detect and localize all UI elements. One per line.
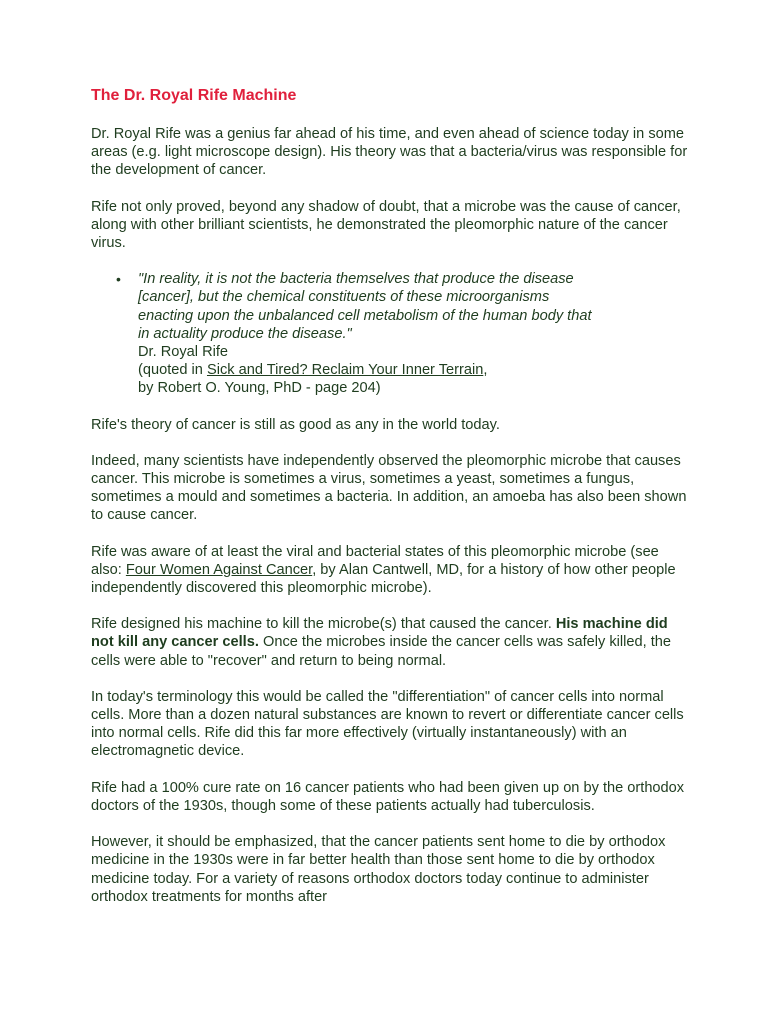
quote-line: in actuality produce the disease." [138, 325, 352, 342]
paragraph-theory: Rife's theory of cancer is still as good as any in the world today. [91, 416, 500, 433]
text-fragment: Rife was aware of at least the viral and bacterial states of this pleomorphic microbe (see also: [91, 543, 659, 578]
paragraph-pleomorphic: Indeed, many scientists have independently observed the pleomorphic microbe that causes cancer. This microbe is sometimes a virus, sometimes a yeast, sometimes a fungus, sometimes a mould and sometimes a bacteria. In addition, an amoeba has also been shown to cause cancer. [91, 452, 687, 524]
quote-byline: by Robert O. Young, PhD - page 204) [138, 380, 381, 397]
paragraph-viral-states [91, 543, 691, 598]
quote-source-suffix: , [483, 362, 488, 379]
text-fragment: , by Alan Cantwell, MD, for a history of how other people independently discovered this pleomorphic microbe). [91, 561, 676, 597]
quote-list [91, 270, 691, 397]
paragraph-machine [91, 615, 691, 670]
page-title: The Dr. Royal Rife Machine [91, 87, 297, 104]
bullet-icon: • [116, 271, 121, 288]
quote-source-prefix: (quoted in [138, 362, 207, 379]
paragraph-intro: Dr. Royal Rife was a genius far ahead of his time, and even ahead of science today in some areas (e.g. light microscope design). His theory was that a bacteria/virus was responsible for the development of cancer. [91, 126, 688, 179]
quote-text [138, 271, 592, 342]
quote-source [138, 362, 487, 378]
paragraph-emphasis: However, it should be emphasized, that the cancer patients sent home to die by orthodox medicine in the 1930s were in far better health than those sent home to die by orthodox medicine today. For a variety of reasons orthodox doctors today continue to administer orthodox treatments for months after [91, 834, 666, 905]
bold-statement: His machine did not kill any cancer cells. [91, 616, 668, 651]
quote-line: enacting upon the unbalanced cell metabolism of the human body that [138, 307, 592, 324]
text-fragment: Rife designed his machine to kill the microbe(s) that caused the cancer. [91, 616, 556, 633]
text-fragment: Once the microbes inside the cancer cells was safely killed, the cells were able to "recover" and return to being normal. [91, 634, 671, 669]
paragraph-cure-rate: Rife had a 100% cure rate on 16 cancer patients who had been given up on by the orthodox doctors of the 1930s, though some of these patients actually had tuberculosis. [91, 779, 685, 814]
quote-author: Dr. Royal Rife [138, 344, 229, 361]
book-link-sick-and-tired[interactable]: Sick and Tired? Reclaim Your Inner Terrain [206, 362, 484, 379]
quote-list-item [116, 270, 691, 397]
paragraph-differentiation: In today's terminology this would be called the "differentiation" of cancer cells into normal cells. More than a dozen natural substances are known to revert or differentiate cancer cells into normal cells. Rife did this far more effectively (virtually instantaneously) with an electromagnetic device. [91, 688, 684, 760]
book-link-four-women[interactable]: Four Women Against Cancer [125, 561, 313, 578]
paragraph-microbe-proof: Rife not only proved, beyond any shadow of doubt, that a microbe was the cause of cancer, along with other brilliant scientists, he demonstrated the pleomorphic nature of the cancer virus. [91, 198, 681, 252]
document-page [91, 86, 691, 924]
quote-line: [cancer], but the chemical constituents of these microorganisms [138, 289, 550, 306]
quote-line: "In reality, it is not the bacteria themselves that produce the disease [138, 271, 574, 288]
